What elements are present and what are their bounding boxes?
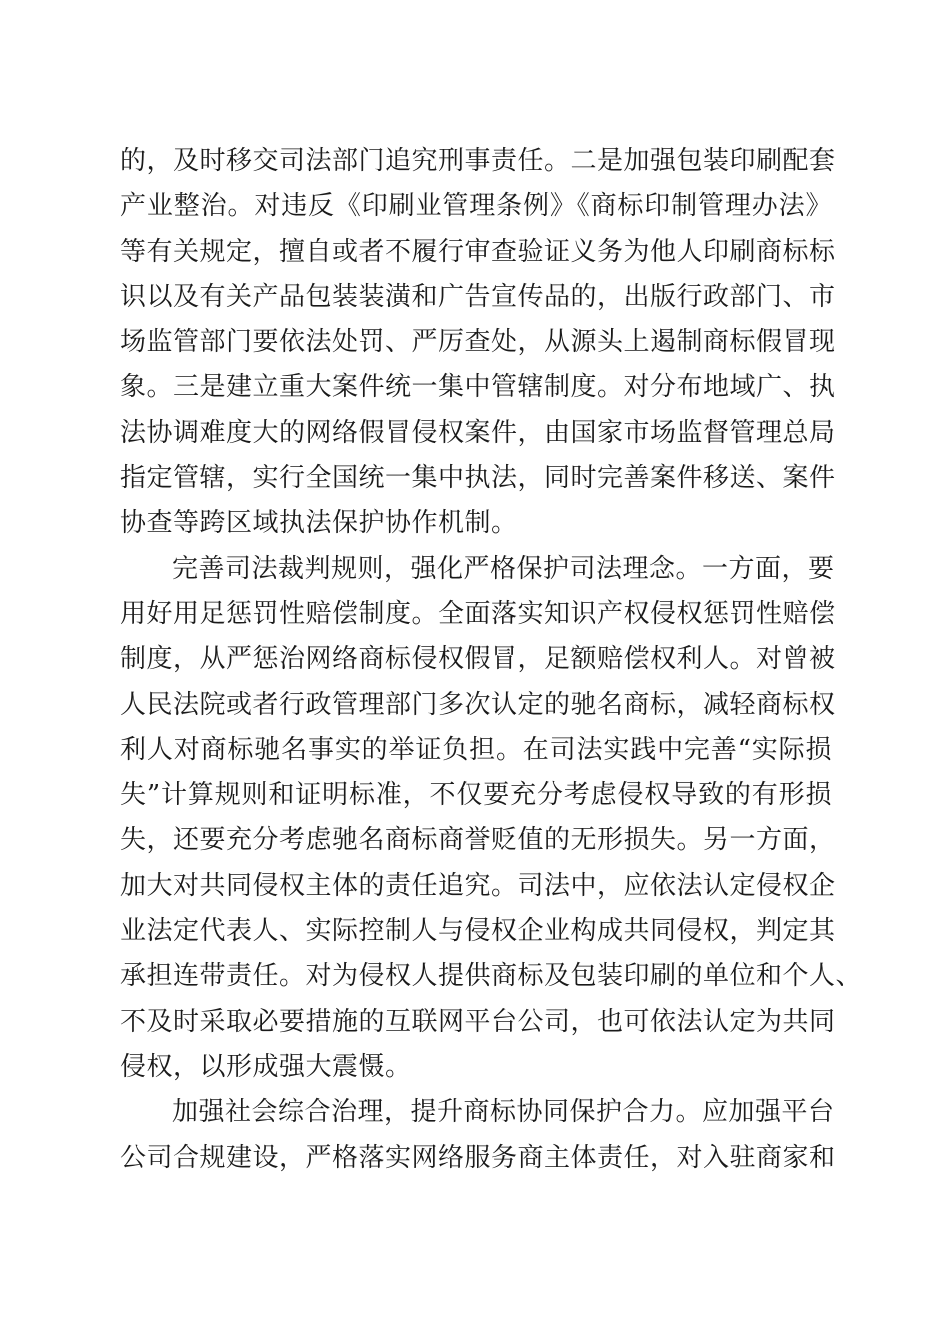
body-line: 加大对共同侵权主体的责任追究。司法中，应依法认定侵权企 bbox=[120, 870, 836, 901]
body-line: 侵权，以形成强大震慑。 bbox=[120, 1051, 412, 1082]
body-line: 制度，从严惩治网络商标侵权假冒，足额赔偿权利人。对曾被 bbox=[120, 644, 836, 675]
body-line: 人民法院或者行政管理部门多次认定的驰名商标，减轻商标权 bbox=[120, 689, 836, 720]
paragraph-first-line: 加强社会综合治理，提升商标协同保护合力。应加强平台 bbox=[172, 1097, 835, 1128]
body-line: 场监管部门要依法处罚、严厉查处，从源头上遏制商标假冒现 bbox=[120, 327, 836, 358]
body-line: 协查等跨区域执法保护协作机制。 bbox=[120, 508, 518, 539]
body-line: 识以及有关产品包装装潢和广告宣传品的，出版行政部门、市 bbox=[120, 281, 836, 312]
body-line: 指定管辖，实行全国统一集中执法，同时完善案件移送、案件 bbox=[120, 463, 836, 494]
body-line: 业法定代表人、实际控制人与侵权企业构成共同侵权，判定其 bbox=[120, 916, 836, 947]
body-line: 法协调难度大的网络假冒侵权案件，由国家市场监督管理总局 bbox=[120, 417, 836, 448]
body-line: 等有关规定，擅自或者不履行审查验证义务为他人印刷商标标 bbox=[120, 236, 836, 267]
body-line: 用好用足惩罚性赔偿制度。全面落实知识产权侵权惩罚性赔偿 bbox=[120, 598, 836, 629]
document-body bbox=[120, 139, 863, 1181]
paragraph-first-line: 完善司法裁判规则，强化严格保护司法理念。一方面，要 bbox=[172, 553, 835, 584]
body-line: 公司合规建设，严格落实网络服务商主体责任，对入驻商家和 bbox=[120, 1142, 836, 1173]
body-line: 象。三是建立重大案件统一集中管辖制度。对分布地域广、执 bbox=[120, 372, 836, 403]
body-line: 产业整治。对违反《印刷业管理条例》《商标印制管理办法》 bbox=[120, 191, 832, 222]
body-line: 失，还要充分考虑驰名商标商誉贬值的无形损失。另一方面， bbox=[120, 825, 836, 856]
body-line: 的，及时移交司法部门追究刑事责任。二是加强包装印刷配套 bbox=[120, 146, 836, 176]
body-line: 利人对商标驰名事实的举证负担。在司法实践中完善“实际损 bbox=[120, 734, 832, 765]
body-line: 失”计算规则和证明标准，不仅要充分考虑侵权导致的有形损 bbox=[120, 780, 832, 811]
body-line: 不及时采取必要措施的互联网平台公司，也可依法认定为共同 bbox=[120, 1006, 836, 1037]
body-line: 承担连带责任。对为侵权人提供商标及包装印刷的单位和个人、 bbox=[120, 961, 863, 992]
